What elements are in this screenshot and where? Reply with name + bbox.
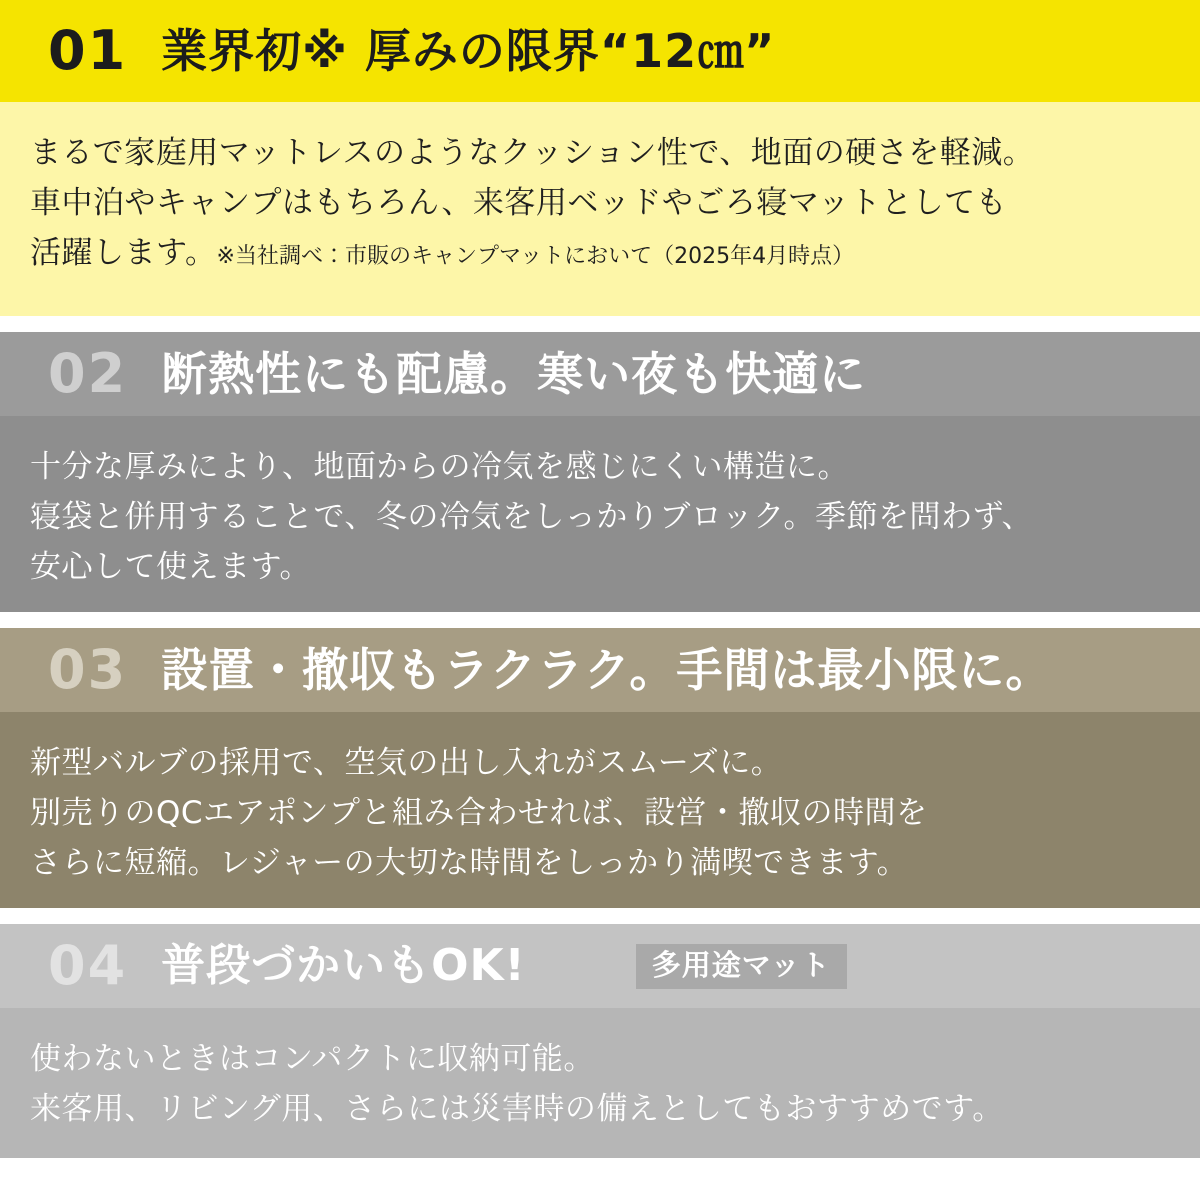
- feature-header-04: [0, 924, 1200, 1008]
- feature-header-01: [0, 0, 1200, 102]
- feature-body-04: [0, 1008, 1200, 1158]
- section-divider: [0, 908, 1200, 924]
- feature-body-03: [0, 712, 1200, 908]
- feature-section-03: [0, 628, 1200, 908]
- feature-body-line: 新型バルブの採用で、空気の出し入れがスムーズに。: [30, 745, 783, 781]
- feature-section-01: [0, 0, 1200, 316]
- feature-body-text: 活躍します。: [30, 235, 217, 272]
- feature-header-03: [0, 628, 1200, 712]
- feature-body-line-with-note: [30, 228, 1166, 278]
- feature-body-02: [0, 416, 1200, 612]
- feature-title-04: 普段づかいもOK!: [161, 939, 526, 991]
- feature-body-line: 使わないときはコンパクトに収納可能。: [30, 1041, 595, 1077]
- feature-number-01: 01: [48, 19, 128, 82]
- feature-header-02: [0, 332, 1200, 416]
- section-divider: [0, 316, 1200, 332]
- feature-tag-badge: 多用途マット: [636, 944, 847, 989]
- feature-body-line: 寝袋と併用することで、冬の冷気をしっかりブロック。季節を問わず、: [30, 499, 1034, 536]
- feature-body-line: さらに短縮。レジャーの大切な時間をしっかり満喫できます。: [30, 845, 909, 882]
- feature-title-01: 業界初※ 厚みの限界“12㎝”: [161, 23, 776, 78]
- feature-body-01: [0, 102, 1200, 316]
- feature-title-02: 断熱性にも配慮。寒い夜も快適に: [161, 346, 867, 401]
- feature-number-04: 04: [48, 934, 128, 997]
- feature-section-04: [0, 924, 1200, 1158]
- feature-section-02: [0, 332, 1200, 612]
- feature-body-line: まるで家庭用マットレスのようなクッション性で、地面の硬さを軽減。: [30, 135, 1035, 171]
- feature-number-02: 02: [48, 342, 128, 405]
- feature-body-line: 来客用、リビング用、さらには災害時の備えとしてもおすすめです。: [30, 1091, 1004, 1128]
- feature-note: ※当社調べ：市販のキャンプマットにおいて（2025年4月時点）: [216, 244, 855, 270]
- feature-number-03: 03: [48, 638, 128, 701]
- section-divider: [0, 612, 1200, 628]
- feature-title-03: 設置・撤収もラクラク。手間は最小限に。: [161, 642, 1053, 697]
- feature-body-line: 車中泊やキャンプはもちろん、来客用ベッドやごろ寝マットとしても: [30, 185, 1008, 222]
- feature-body-line: 十分な厚みにより、地面からの冷気を感じにくい構造に。: [30, 449, 849, 485]
- feature-body-line: 別売りのQCエアポンプと組み合わせれば、設営・撤収の時間を: [30, 795, 928, 832]
- feature-body-line: 安心して使えます。: [30, 549, 312, 586]
